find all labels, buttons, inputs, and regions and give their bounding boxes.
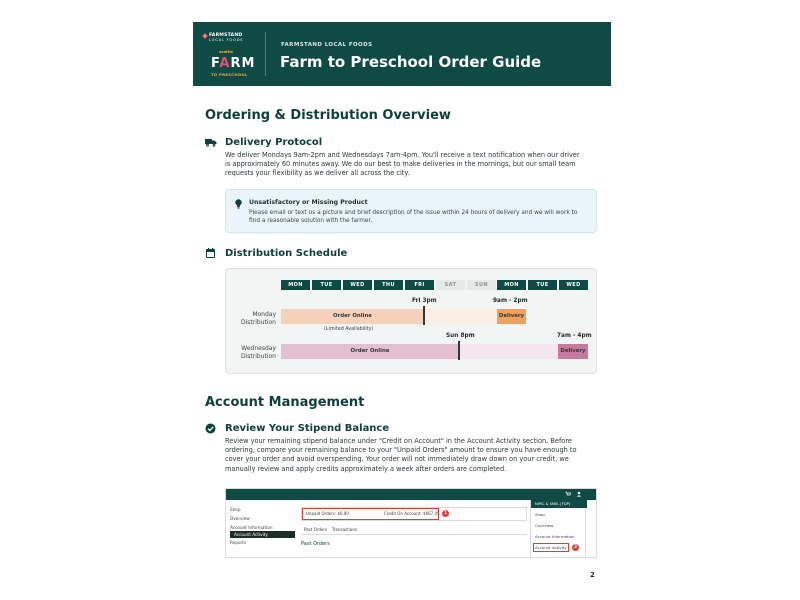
logo-wordmark [209, 33, 257, 42]
day-wed-2: WED [559, 280, 588, 290]
logo-preschool-text: TO PRESCHOOL [211, 72, 248, 77]
wednesday-order-online-bar: Order Online [281, 344, 459, 359]
wednesday-distribution-label: Wednesday Distribution [240, 345, 276, 360]
screenshot-nav-account-activity [230, 531, 295, 538]
dropdown-shop: Shop [535, 512, 545, 517]
logo-farm-a: A [219, 56, 231, 71]
brand-logo [201, 30, 259, 78]
screenshot-tab-past-orders: Past Orders [304, 527, 328, 532]
screenshot-nav-account-info: Account Information [230, 525, 273, 530]
screenshot-nav-account-activity-label: Account Activity [234, 532, 268, 537]
wednesday-cutoff-label: Sun 8pm [446, 333, 475, 339]
day-wed: WED [343, 280, 372, 290]
screenshot-credit-on-account: Credit On Account: $667.45 [384, 511, 440, 516]
monday-cutoff-label: Fri 3pm [412, 298, 437, 304]
screenshot-nav-reports: Reports [230, 540, 247, 545]
callout-badge-2: 2 [573, 545, 578, 550]
logo-farm [211, 56, 255, 71]
monday-window-label: 9am - 2pm [493, 298, 528, 304]
limited-availability-note: (Limited Availability) [324, 327, 374, 332]
screenshot-tab-divider [301, 534, 527, 535]
dropdown-account-activity: Account Activity [535, 545, 567, 550]
ordering-heading: Ordering & Distribution Overview [205, 108, 451, 123]
calendar-icon [205, 248, 217, 259]
distribution-schedule-chart [225, 268, 597, 374]
lightbulb-icon [235, 199, 242, 209]
logo-farm-rm: RM [230, 56, 256, 71]
page-number: 2 [590, 571, 595, 579]
monday-cutoff-tick [423, 306, 425, 325]
wednesday-delivery-bar: Delivery [558, 344, 588, 359]
monday-delivery-bar: Delivery [497, 309, 526, 324]
day-sat: SAT [436, 280, 465, 290]
day-mon-2: MON [497, 280, 526, 290]
dropdown-header [531, 500, 587, 508]
dropdown-overview: Overview [535, 523, 554, 528]
screenshot-tab-transactions: Transactions [332, 527, 357, 532]
screenshot-section-past-orders: Past Orders [301, 541, 330, 547]
header-kicker: FARMSTAND LOCAL FOODS [281, 42, 373, 48]
dropdown-account-information: Account Information [535, 534, 575, 539]
screenshot-topbar [226, 489, 597, 500]
callout-text: Please email or text us a picture and brief description of the issue within 24 hours of delivery and we will work to find a reasonable solution with the farmer. [249, 210, 578, 225]
account-screenshot [225, 488, 597, 558]
day-tue: TUE [312, 280, 341, 290]
wednesday-after-cutoff-bar [459, 344, 558, 359]
check-circle-icon [205, 423, 217, 434]
dropdown-header-label: NIPIC & SMEL [FDP] [535, 502, 571, 506]
cart-icon [565, 491, 571, 497]
wednesday-window-label: 7am - 4pm [557, 333, 592, 339]
day-tue-2: TUE [528, 280, 557, 290]
screenshot-nav-overview: Overview [230, 516, 250, 521]
screenshot-unpaid-orders: Unpaid Orders: $0.00 [306, 511, 349, 516]
logo-sprout-text: seattle [219, 50, 234, 54]
callout-badge-1: 1 [443, 511, 448, 516]
day-mon: MON [281, 280, 310, 290]
stipend-text: Review your remaining stipend balance under "Credit on Account" in the Account Activity section. Before ordering, compare your remaining balance to your "Unpaid Orders" amount to ensure you have enough to cover your order and avoid overspending. Your order will not immediately draw down on your credit, we manually review and apply credits approximately a week after orders are completed. [225, 437, 577, 473]
stipend-heading: Review Your Stipend Balance [225, 423, 390, 434]
missing-product-callout [225, 189, 597, 233]
wednesday-cutoff-tick [458, 341, 460, 360]
logo-farm-f: F [211, 56, 220, 71]
header-divider [265, 32, 266, 76]
monday-distribution-label: Monday Distribution [240, 311, 276, 326]
logo-wordmark-sub: LOCAL FOODS [209, 38, 244, 42]
delivery-protocol-text: We deliver Mondays 9am-2pm and Wednesdays 7am-4pm. You'll receive a text notification when our driver is approximately 60 minutes away. We do our best to make deliveries in the mornings, but our small team requests your flexibility as we deliver all across the city. [225, 151, 580, 178]
logo-wordmark-text: FARMSTAND [209, 33, 243, 38]
account-heading: Account Management [205, 395, 365, 410]
delivery-protocol-heading: Delivery Protocol [225, 137, 323, 148]
day-sun: SUN [467, 280, 496, 290]
screenshot-nav-shop: Shop [230, 507, 241, 512]
farmstand-logo-icon [201, 32, 209, 40]
page-title: Farm to Preschool Order Guide [280, 53, 542, 71]
monday-limited-bar [424, 309, 497, 324]
day-thu: THU [374, 280, 403, 290]
truck-icon [205, 137, 217, 148]
page-header [193, 22, 611, 86]
distribution-schedule-heading: Distribution Schedule [225, 248, 348, 259]
screenshot-account-dropdown [530, 500, 586, 558]
user-icon [576, 491, 582, 497]
callout-title: Unsatisfactory or Missing Product [249, 199, 368, 206]
day-fri: FRI [405, 280, 434, 290]
monday-order-online-bar: Order Online [281, 309, 424, 324]
